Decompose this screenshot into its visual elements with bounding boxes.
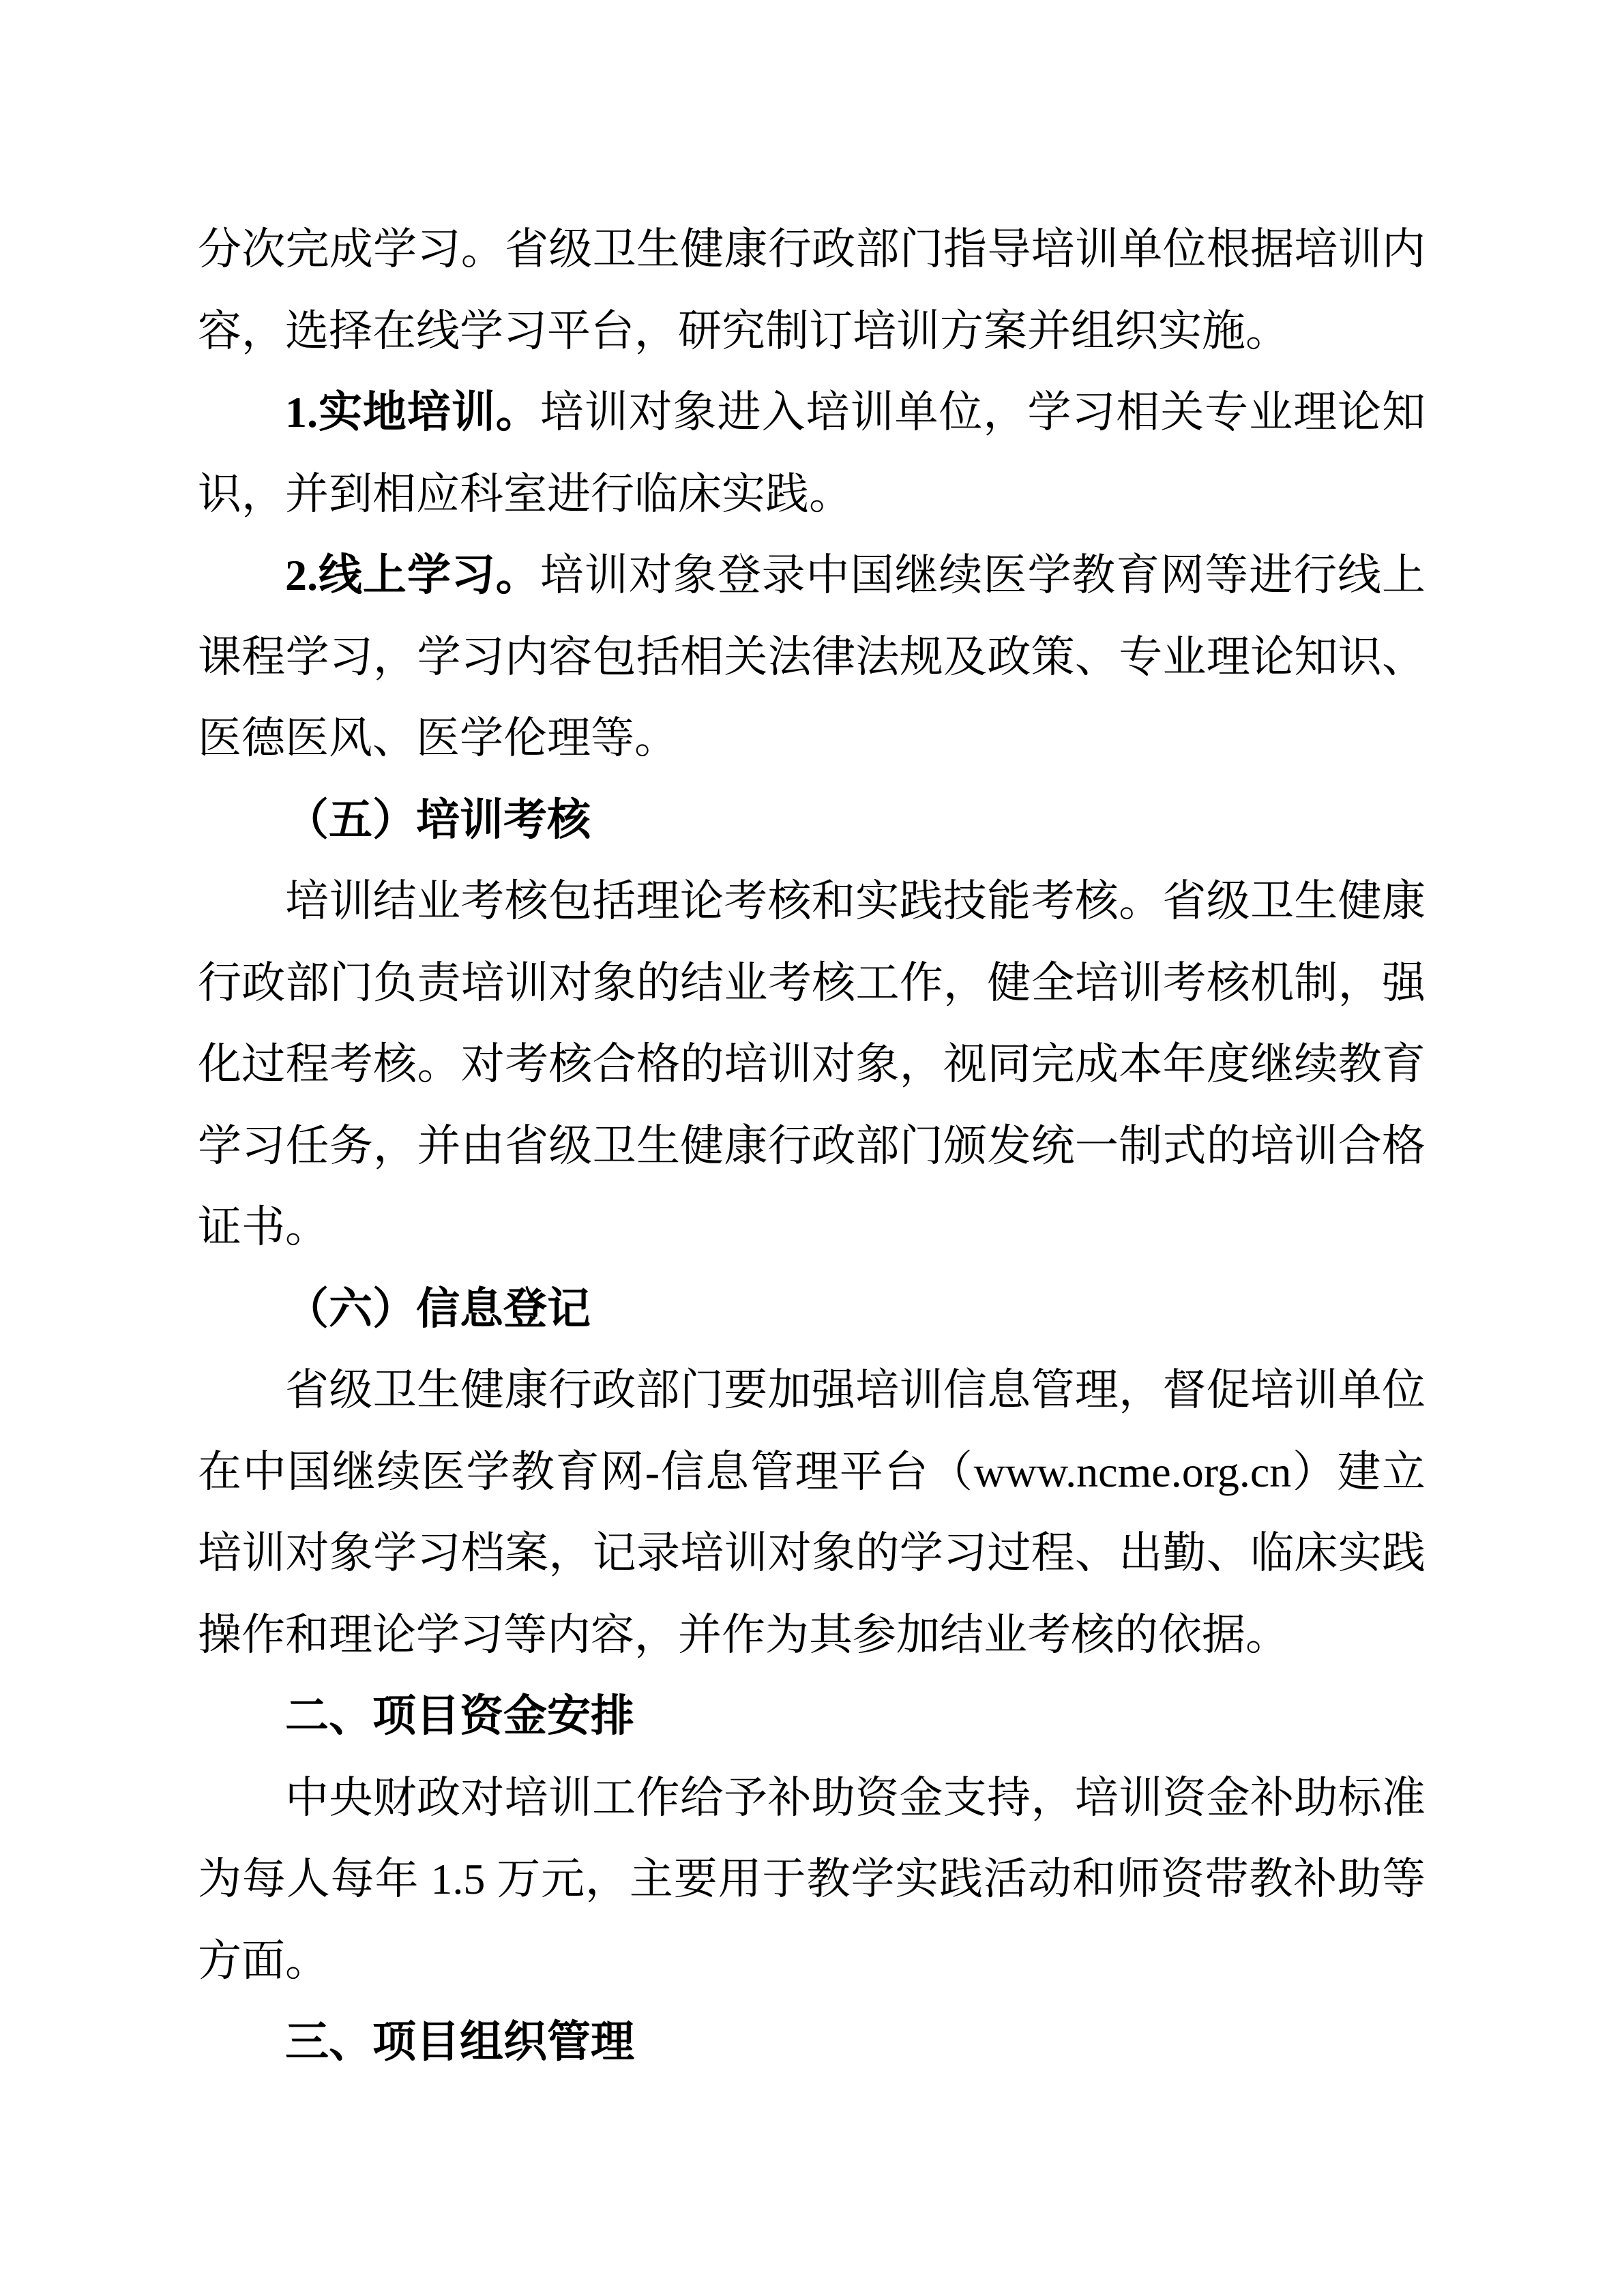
text-line (198, 1838, 1426, 1920)
run: 培训对象学习档案，记录培训对象的学习过程、出勤、临床实践 (198, 1529, 1426, 1577)
text-line (198, 209, 1426, 290)
run: 分次完成学习。省级卫生健康行政部门指导培训单位根据培训内 (198, 225, 1426, 273)
text-line (198, 290, 1426, 372)
run: 方面。 (198, 1936, 329, 1985)
run: 行政部门负责培训对象的结业考核工作，健全培训考核机制，强 (198, 958, 1426, 1007)
text-line (198, 1594, 1426, 1676)
run: 证书。 (198, 1203, 329, 1251)
heading-project-management (198, 2001, 1426, 2083)
heading-text: （五）培训考核 (285, 795, 591, 844)
run: 在中国继续医学教育网-信息管理平台（www.ncme.org.cn）建立 (198, 1447, 1426, 1496)
run: 化过程考核。对考核合格的培训对象，视同完成本年度继续教育 (198, 1040, 1426, 1088)
heading-text: （六）信息登记 (285, 1284, 591, 1333)
text-line (198, 942, 1426, 1024)
text-line (198, 1757, 1426, 1839)
text-line-with-url (198, 1431, 1426, 1513)
text-line (198, 1350, 1426, 1431)
text-line (198, 1187, 1426, 1268)
text-line (198, 698, 1426, 779)
text-line (198, 1920, 1426, 2002)
heading-text: 三、项目组织管理 (285, 2017, 634, 2066)
run: 学习任务，并由省级卫生健康行政部门颁发统一制式的培训合格 (198, 1121, 1426, 1170)
text-line (198, 616, 1426, 698)
text-line (198, 1105, 1426, 1187)
run: 中央财政对培训工作给予补助资金支持，培训资金补助标准 (285, 1773, 1426, 1822)
text-line-numbered-item-2 (198, 535, 1426, 616)
run: 课程学习，学习内容包括相关法律法规及政策、专业理论知识、 (198, 632, 1426, 681)
run: 省级卫生健康行政部门要加强培训信息管理，督促培训单位 (285, 1366, 1426, 1414)
run: 培训对象登录中国继续医学教育网等进行线上 (540, 551, 1426, 599)
run: 容，选择在线学习平台，研究制订培训方案并组织实施。 (198, 306, 1289, 355)
run: 医德医风、医学伦理等。 (198, 714, 678, 762)
text-line (198, 453, 1426, 535)
heading-project-funding (198, 1675, 1426, 1757)
run: 培训对象进入培训单位，学习相关专业理论知 (540, 388, 1426, 436)
text-line (198, 861, 1426, 942)
run: 培训结业考核包括理论考核和实践技能考核。省级卫生健康 (285, 877, 1426, 925)
text-line (198, 1512, 1426, 1594)
run: 识，并到相应科室进行临床实践。 (198, 469, 853, 518)
text-line (198, 1024, 1426, 1105)
heading-text: 二、项目资金安排 (285, 1691, 634, 1740)
run-bold: 1.实地培训。 (285, 388, 540, 436)
heading-training-assessment (198, 779, 1426, 861)
run: 为每人每年 1.5 万元，主要用于教学实践活动和师资带教补助等 (198, 1855, 1426, 1903)
document-text (198, 209, 1426, 2083)
text-line-numbered-item-1 (198, 372, 1426, 453)
run: 操作和理论学习等内容，并作为其参加结业考核的依据。 (198, 1610, 1289, 1659)
run-bold: 2.线上学习。 (285, 551, 540, 599)
heading-info-registration (198, 1268, 1426, 1350)
